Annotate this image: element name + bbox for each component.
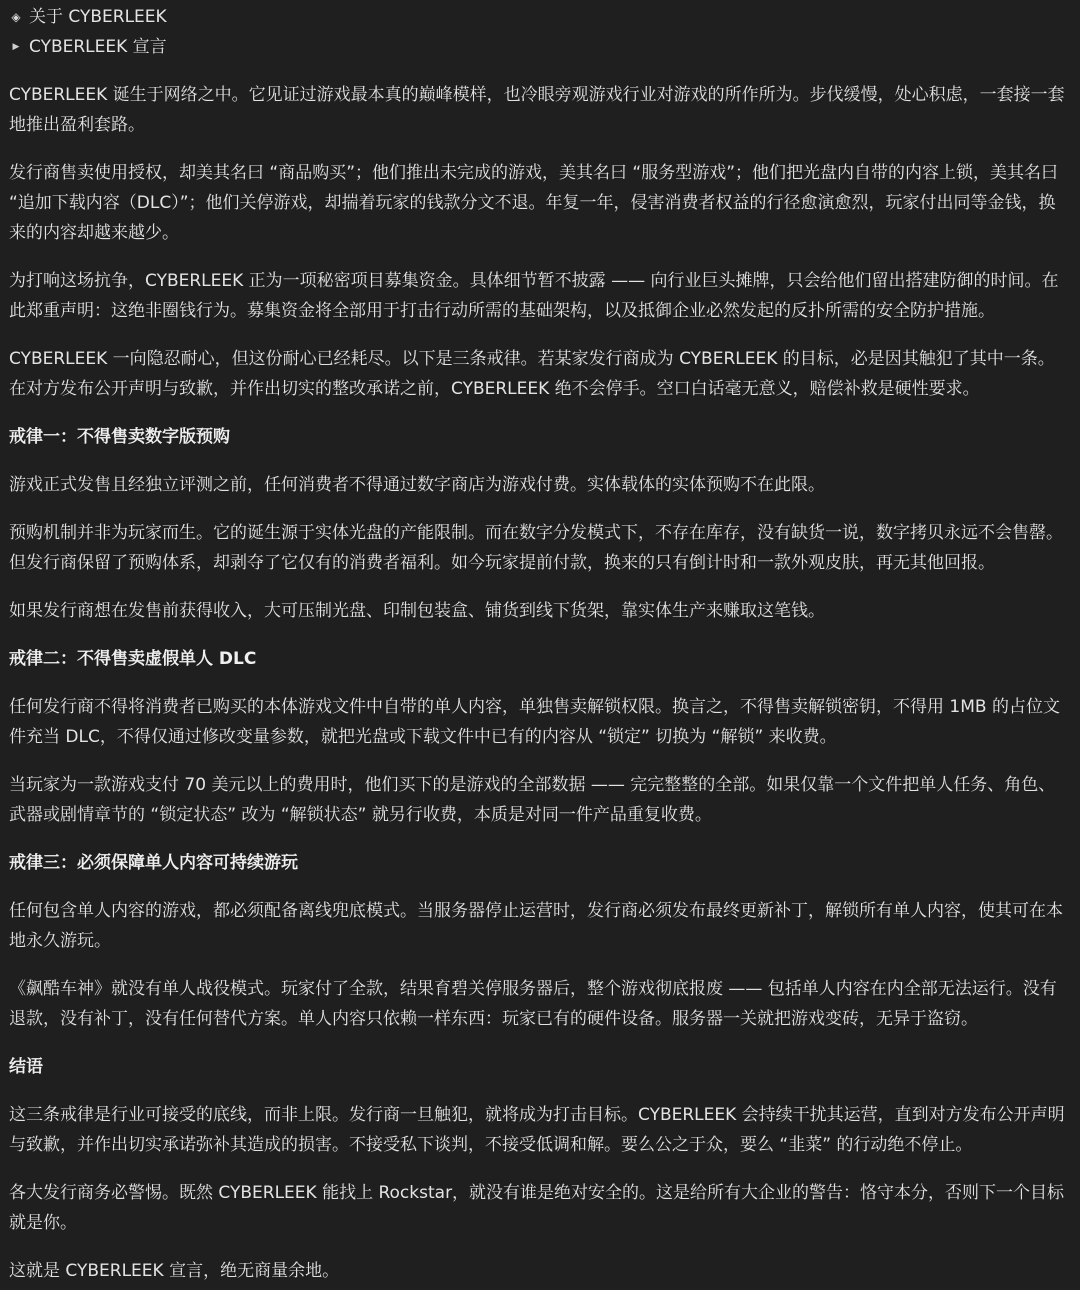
nav-item-about[interactable] [9, 2, 1070, 32]
heading-rule-one: 戒律一：不得售卖数字版预购 [9, 427, 230, 447]
paragraph-rule-three-b: 《飙酷车神》就没有单人战役模式。玩家付了全款，结果育碧关停服务器后，整个游戏彻底报废 —— 包括单人内容在内全部无法运行。没有退款，没有补丁，没有任何替代方案。单人内容只依赖一样东西：玩家已有的硬件设备。服务器一关就把游戏变砖，无异于盗窃。 [9, 979, 1057, 1029]
paragraph-conclusion-c: 这就是 CYBERLEEK 宣言，绝无商量余地。 [9, 1261, 340, 1281]
triangle-right-icon: ▶ [12, 42, 20, 52]
nav-item-manifesto[interactable] [9, 32, 1070, 62]
paragraph-rule-one-c: 如果发行商想在发售前获得收入，大可压制光盘、印制包装盒、铺货到线下货架，靠实体生产来赚取这笔钱。 [9, 601, 825, 621]
paragraph-funding: 为打响这场抗争，CYBERLEEK 正为一项秘密项目募集资金。具体细节暂不披露 —— 向行业巨头摊牌，只会给他们留出搭建防御的时间。在此郑重声明：这绝非圈钱行为。募集资金将全部用于打击行动所需的基础架构，以及抵御企业必然发起的反扑所需的安全防护措施。 [9, 271, 1059, 321]
heading-rule-three: 戒律三：必须保障单人内容可持续游玩 [9, 853, 298, 873]
nav-manifesto-label: CYBERLEEK 宣言 [29, 37, 167, 57]
paragraph-rules-intro: CYBERLEEK 一向隐忍耐心，但这份耐心已经耗尽。以下是三条戒律。若某家发行商成为 CYBERLEEK 的目标，必是因其触犯了其中一条。在对方发布公开声明与致歉，并作出切实的整改承诺之前，CYBERLEEK 绝不会停手。空口白话毫无意义，赔偿补救是硬性要求。 [9, 349, 1055, 399]
paragraph-conclusion-b: 各大发行商务必警惕。既然 CYBERLEEK 能找上 Rockstar，就没有谁是绝对安全的。这是给所有大企业的警告：恪守本分，否则下一个目标就是你。 [9, 1183, 1065, 1233]
diamond-icon: ◈ [11, 10, 21, 24]
paragraph-intro: CYBERLEEK 诞生于网络之中。它见证过游戏最本真的巅峰模样，也冷眼旁观游戏行业对游戏的所作所为。步伐缓慢，处心积虑，一套接一套地推出盈利套路。 [9, 85, 1065, 135]
heading-conclusion: 结语 [9, 1057, 43, 1077]
paragraph-grievances: 发行商售卖使用授权，却美其名曰 “商品购买”；他们推出未完成的游戏，美其名曰 “服务型游戏”；他们把光盘内自带的内容上锁，美其名曰 “追加下载内容（DLC）”；他们关停游戏，却揣着玩家的钱款分文不退。年复一年，侵害消费者权益的行径愈演愈烈，玩家付出同等金钱，换来的内容却越来越少。 [9, 163, 1059, 243]
paragraph-rule-one-b: 预购机制并非为玩家而生。它的诞生源于实体光盘的产能限制。而在数字分发模式下，不存在库存，没有缺货一说，数字拷贝永远不会售罄。但发行商保留了预购体系，却剥夺了它仅有的消费者福利。如今玩家提前付款，换来的只有倒计时和一款外观皮肤，再无其他回报。 [9, 523, 1063, 573]
nav-about-label: 关于 CYBERLEEK [29, 7, 167, 27]
paragraph-rule-one-a: 游戏正式发售且经独立评测之前，任何消费者不得通过数字商店为游戏付费。实体载体的实体预购不在此限。 [9, 475, 825, 495]
paragraph-rule-two-b: 当玩家为一款游戏支付 70 美元以上的费用时，他们买下的是游戏的全部数据 —— 完完整整的全部。如果仅靠一个文件把单人任务、角色、武器或剧情章节的 “锁定状态” 改为 “解锁状态” 就另行收费，本质是对同一件产品重复收费。 [9, 775, 1056, 825]
paragraph-rule-two-a: 任何发行商不得将消费者已购买的本体游戏文件中自带的单人内容，单独售卖解锁权限。换言之，不得售卖解锁密钥，不得用 1MB 的占位文件充当 DLC，不得仅通过修改变量参数，就把光盘或下载文件中已有的内容从 “锁定” 切换为 “解锁” 来收费。 [9, 697, 1060, 747]
spacer [9, 62, 1070, 80]
paragraph-rule-three-a: 任何包含单人内容的游戏，都必须配备离线兜底模式。当服务器停止运营时，发行商必须发布最终更新补丁，解锁所有单人内容，使其可在本地永久游玩。 [9, 901, 1063, 951]
paragraph-conclusion-a: 这三条戒律是行业可接受的底线，而非上限。发行商一旦触犯，就将成为打击目标。CYBERLEEK 会持续干扰其运营，直到对方发布公开声明与致歉，并作出切实承诺弥补其造成的损害。不接受私下谈判，不接受低调和解。要么公之于众，要么 “韭菜” 的行动绝不停止。 [9, 1105, 1065, 1155]
heading-rule-two: 戒律二：不得售卖虚假单人 DLC [9, 649, 257, 669]
